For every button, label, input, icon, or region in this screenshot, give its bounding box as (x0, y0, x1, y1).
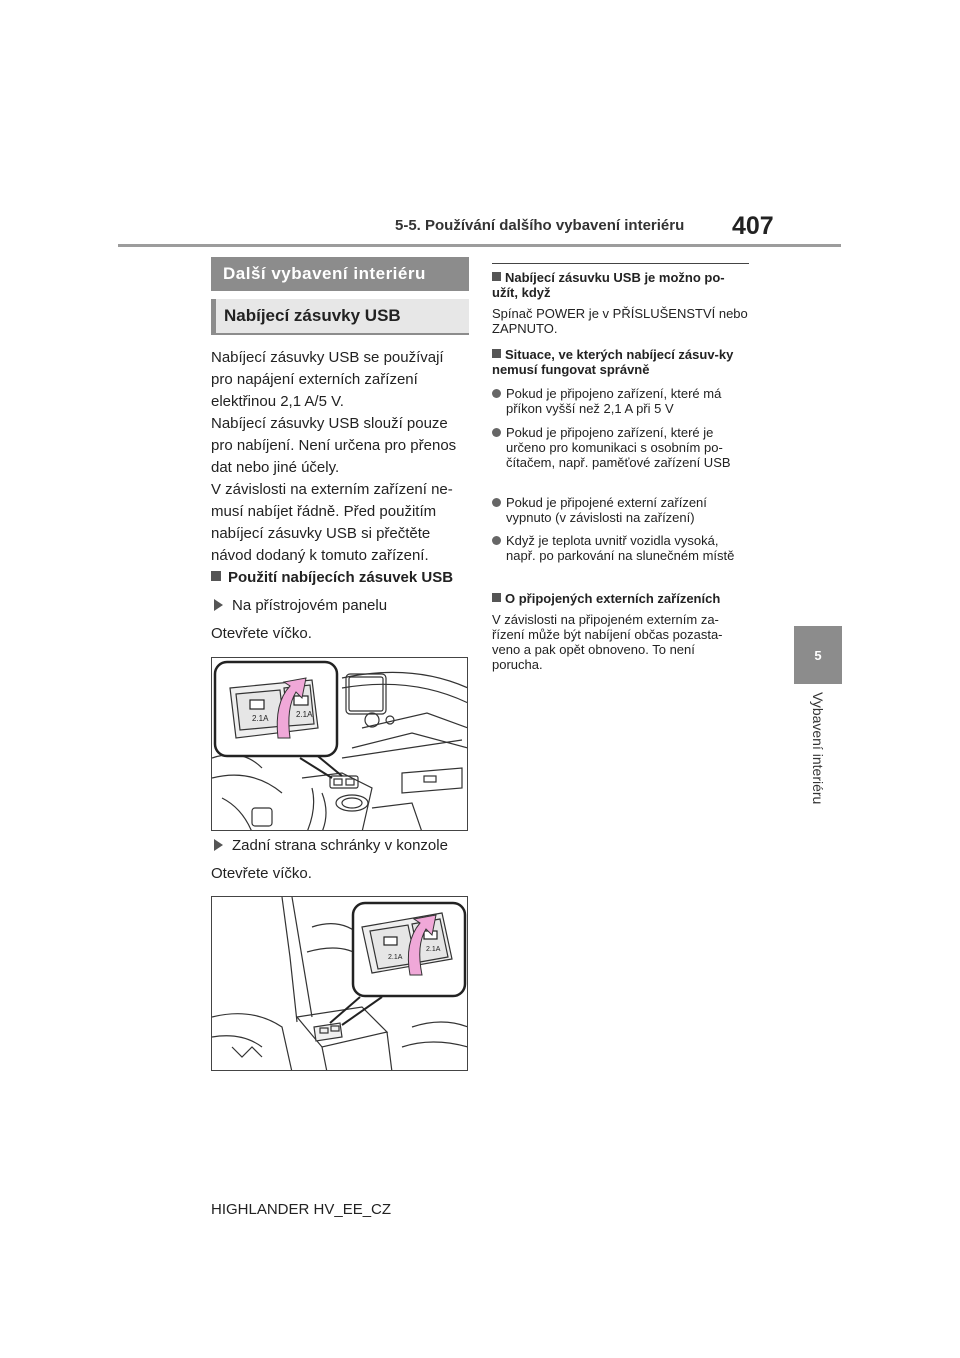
round-bullet-icon (492, 428, 501, 437)
rear-location-item (214, 837, 448, 854)
intro-paragraph-3: V závislosti na externím zařízení ne-musí nabíjet řádně. Před použitím nabíjecí zásuvky USB si přečtěte návod dodaný k tomuto zařízení. (211, 481, 453, 564)
right-column-divider (492, 263, 749, 264)
bullet-text-2: Pokud je připojeno zařízení, které je určeno pro komunikaci s osobním po-čítačem, např. paměťové zařízení USB (506, 425, 731, 470)
chapter-number: 5 (814, 647, 822, 663)
intro-text (211, 347, 469, 567)
round-bullet-icon (492, 389, 501, 398)
bullet-text-3: Pokud je připojené externí zařízení vypnuto (v závislosti na zařízení) (506, 495, 707, 525)
footer-model-code: HIGHLANDER HV_EE_CZ (211, 1201, 392, 1218)
bullet-text-1: Pokud je připojeno zařízení, které má příkon vyšší než 2,1 A při 5 V (506, 386, 722, 416)
right-heading-3 (492, 591, 749, 606)
rear-console-usb-illustration (211, 896, 468, 1071)
usb-label-right: 2.1A (296, 710, 313, 719)
sub-heading (211, 299, 469, 335)
dashboard-drawing (212, 658, 468, 831)
bullet-item-2 (492, 425, 749, 470)
round-bullet-icon (492, 498, 501, 507)
right-paragraph-1: Spínač POWER je v PŘÍSLUŠENSTVÍ nebo ZAPNUTO. (492, 306, 748, 336)
square-bullet-icon (492, 593, 501, 602)
sub-heading-text: Nabíjecí zásuvky USB (224, 306, 401, 325)
header-section-title: 5-5. Používání dalšího vybavení interiéru (395, 217, 685, 234)
usage-heading-text: Použití nabíjecích zásuvek USB (228, 569, 454, 586)
intro-paragraph-2: Nabíjecí zásuvky USB slouží pouze pro nabíjení. Není určena pro přenos dat nebo jiné účely. (211, 415, 457, 476)
round-bullet-icon (492, 536, 501, 545)
right-heading-2 (492, 347, 749, 377)
right-heading-1-text: Nabíjecí zásuvku USB je možno po-užít, když (492, 270, 725, 300)
rear-instruction: Otevřete víčko. (211, 865, 312, 882)
dash-instruction: Otevřete víčko. (211, 625, 312, 642)
chapter-title-vertical (798, 692, 838, 852)
square-bullet-icon (492, 272, 501, 281)
triangle-bullet-icon (214, 599, 223, 611)
rear-console-drawing (212, 897, 468, 1071)
page-number: 407 (732, 212, 774, 240)
bullet-text-4: Když je teplota uvnitř vozidla vysoká, např. po parkování na slunečném místě (506, 533, 735, 563)
bullet-item-1 (492, 386, 749, 416)
chapter-title: Vybavení interiéru (810, 692, 826, 805)
usage-heading (211, 569, 453, 586)
square-bullet-icon (211, 571, 221, 581)
square-bullet-icon (492, 349, 501, 358)
dash-location-text: Na přístrojovém panelu (232, 597, 388, 614)
usb-label-right: 2.1A (426, 946, 441, 953)
dashboard-usb-illustration (211, 657, 468, 831)
header-divider (118, 244, 841, 247)
right-heading-2-text: Situace, ve kterých nabíjecí zásuv-ky nemusí fungovat správně (492, 347, 734, 377)
right-heading-1 (492, 270, 749, 300)
section-heading-text: Další vybavení interiéru (223, 264, 426, 283)
section-heading (211, 257, 469, 291)
rear-location-text: Zadní strana schránky v konzole (232, 837, 448, 854)
intro-paragraph-1: Nabíjecí zásuvky USB se používají pro napájení externích zařízení elektřinou 2,1 A/5 V. (211, 349, 444, 410)
bullet-item-4 (492, 533, 749, 563)
usb-label-left: 2.1A (388, 954, 403, 961)
dash-location-item (214, 597, 387, 614)
right-heading-3-text: O připojených externích zařízeních (505, 591, 721, 606)
usb-label-left: 2.1A (252, 714, 269, 723)
triangle-bullet-icon (214, 839, 223, 851)
right-paragraph-3: V závislosti na připojeném externím za-řízení může být nabíjení občas pozasta-veno a pak opět obnoveno. To není porucha. (492, 612, 723, 672)
chapter-tab (794, 626, 842, 684)
bullet-item-3 (492, 495, 749, 525)
